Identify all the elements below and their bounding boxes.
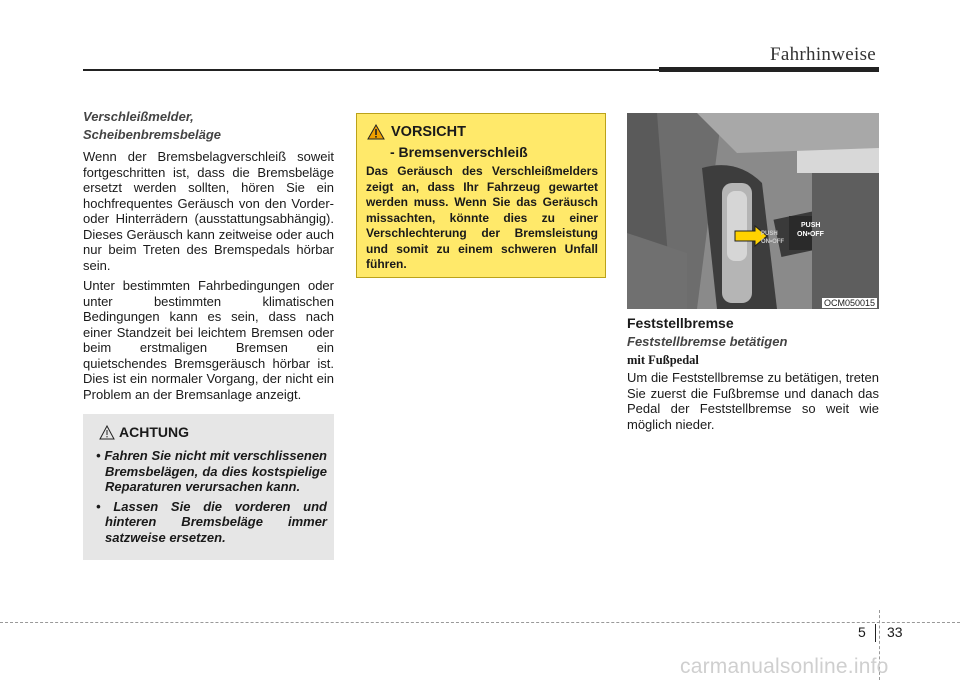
warning-triangle-filled-icon: [367, 124, 385, 140]
caution-text: Das Geräusch des Verschleißmelders zeigt an, dass Ihr Fahrzeug gewartet werden muss. Wenn Sie das Geräusch missachten, könnte dies zu einer Verschlechterung der Bremsleistung und somit zu einem schweren Unfall führen.: [366, 164, 598, 271]
pedal-label-right-bottom: ON•OFF: [797, 231, 824, 238]
caution-box: [356, 113, 606, 278]
caution-title: VORSICHT: [391, 124, 466, 140]
page-number-divider: [875, 624, 876, 642]
column-left: [83, 108, 334, 407]
chapter-number: 5: [858, 624, 866, 640]
pedal-label-left-top: PUSH: [761, 231, 778, 237]
watermark-text: carmanualsonline.info: [680, 655, 889, 678]
warning-item: • Lassen Sie die vorderen und hinteren Bremsbeläge immer satzweise ersetzen.: [96, 498, 327, 545]
footer-rule: [0, 622, 960, 623]
header-rule-thin: [83, 69, 663, 71]
warning-list: [91, 448, 327, 549]
photo-caption: OCM050015: [823, 298, 875, 308]
wear-indicator-heading-line2: Scheibenbremsbeläge: [83, 127, 221, 142]
pedal-illustration: [627, 113, 879, 309]
page-number: 33: [887, 624, 903, 640]
pedal-label-left-bottom: ON•OFF: [761, 239, 785, 245]
header-rule-thick: [659, 67, 879, 72]
parking-brake-subheading: Feststellbremse betätigen: [627, 334, 788, 349]
warning-header: [99, 424, 189, 440]
warning-title: ACHTUNG: [119, 424, 189, 440]
warning-triangle-outline-icon: [99, 425, 115, 440]
pedal-label-right-top: PUSH: [801, 222, 821, 229]
warning-item: • Fahren Sie nicht mit verschlissenen Bremsbelägen, da dies kostspielige Reparaturen verursachen kann.: [96, 448, 327, 494]
parking-brake-variant-label: mit Fußpedal: [627, 353, 699, 367]
wear-indicator-paragraph-1: Wenn der Bremsbelagverschleiß soweit fortgeschritten ist, dass die Bremsbeläge ersetzt werden sollten, hören Sie ein hochfrequentes Geräusch von den Vorder- oder Hinterrädern (ausstattungsabhängig). Dieses Geräusch kann zeitweise oder auch nur beim Treten des Bremspedals hörbar sein.: [83, 149, 334, 273]
page-header-title: Fahrhinweise: [770, 44, 876, 65]
parking-brake-pedal-photo: [627, 113, 879, 309]
wear-indicator-heading-line1: Verschleißmelder,: [83, 109, 194, 124]
warning-box: [83, 414, 334, 560]
parking-brake-paragraph: Um die Feststellbremse zu betätigen, treten Sie zuerst die Fußbremse und danach das Pedal der Feststellbremse so weit wie möglich nieder.: [627, 370, 879, 432]
wear-indicator-paragraph-2: Unter bestimmten Fahrbedingungen oder unter bestimmten klimatischen Bedingungen kann es sein, dass nach einer Standzeit bei leichtem Bremsen oder beim erstmaligen Bremsen ein quietschendes Bremsgeräusch hörbar ist. Dies ist ein normaler Vorgang, der nicht ein Problem an der Bremsanlage anzeigt.: [83, 278, 334, 402]
caution-subtitle: - Bremsenverschleiß: [390, 144, 528, 160]
parking-brake-heading: Feststellbremse: [627, 315, 734, 331]
caution-header: [367, 124, 466, 140]
wear-indicator-heading: [83, 108, 334, 144]
